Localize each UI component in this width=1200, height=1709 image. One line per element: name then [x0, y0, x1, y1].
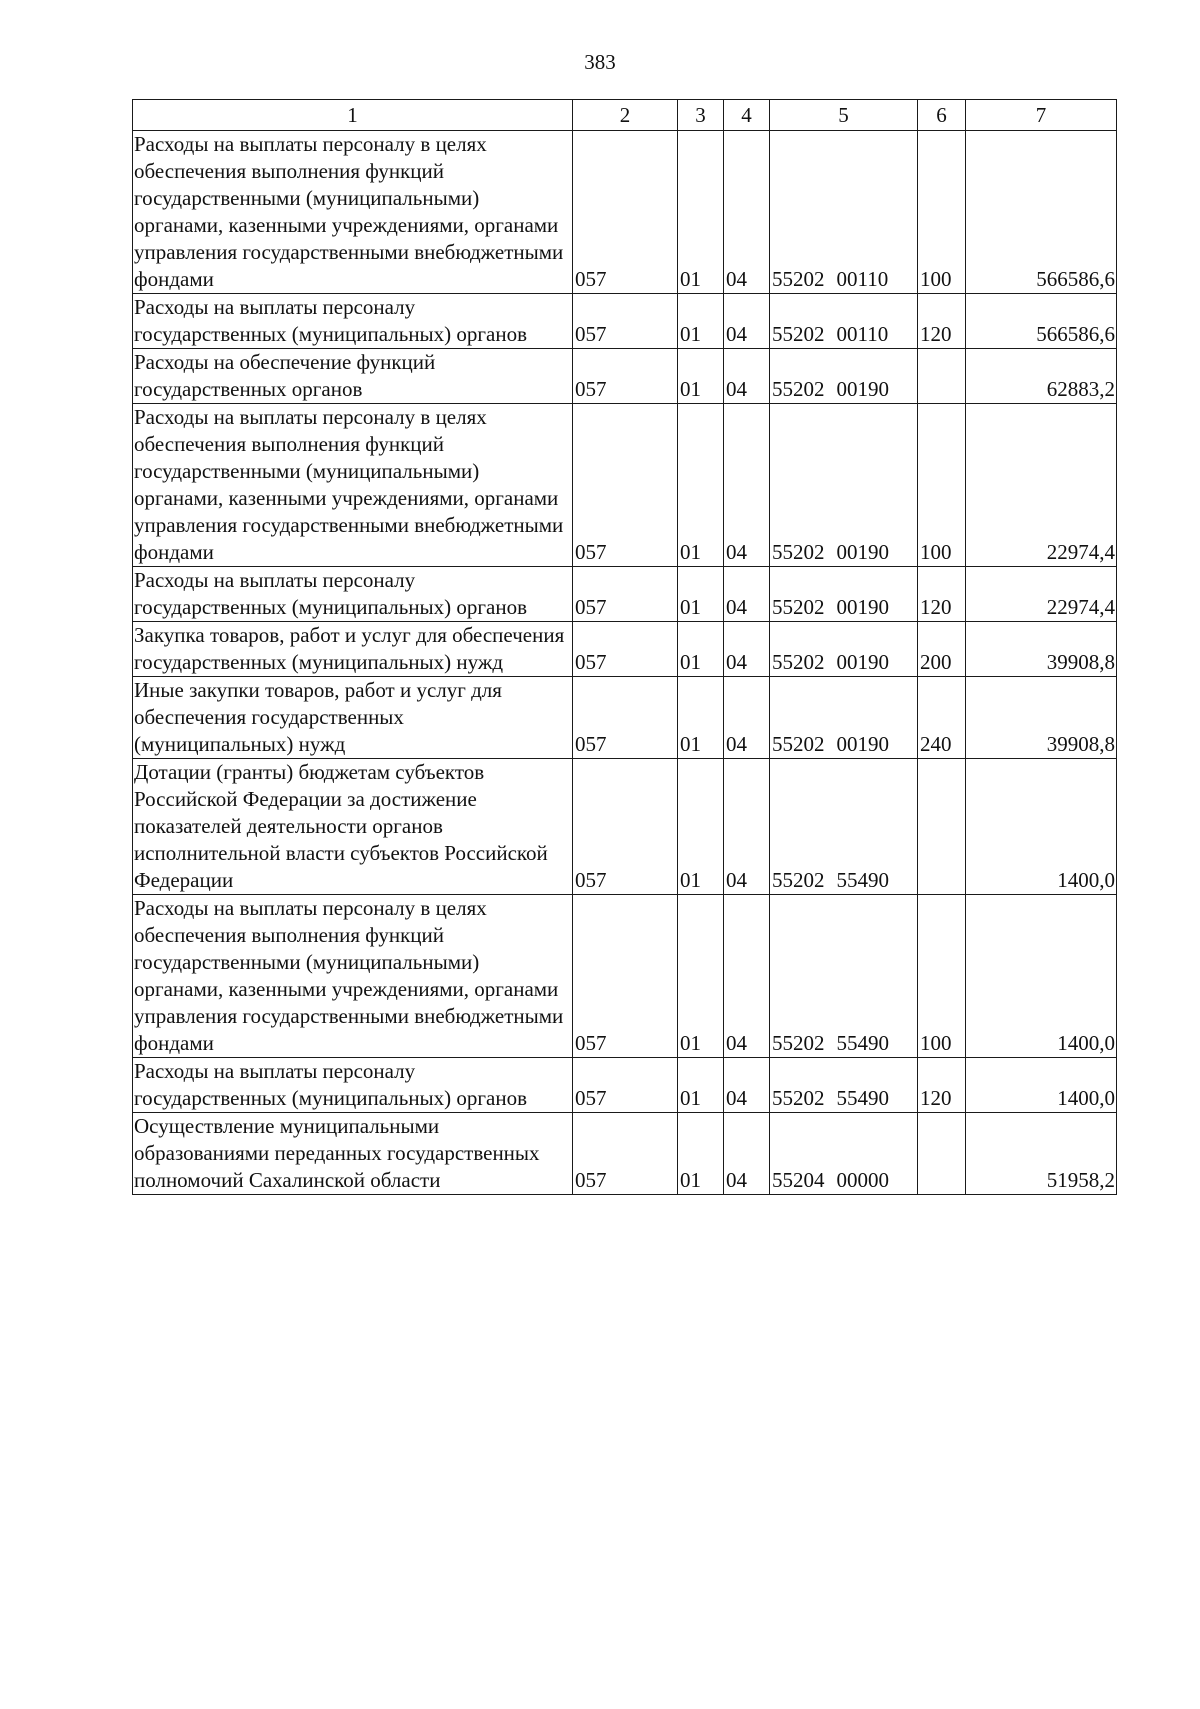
- expense-name-cell: Расходы на выплаты персоналу государственных (муниципальных) органов: [133, 294, 573, 349]
- expense-type-code-cell: 120: [918, 1058, 966, 1113]
- expense-name-cell: Расходы на выплаты персоналу в целях обеспечения выполнения функций государственными (муниципальными) органами, казенными учреждениями, органами управления государственными внебюджетными фондами: [133, 131, 573, 294]
- target-article-program-code: 55202: [772, 322, 825, 346]
- amount-cell: 62883,2: [966, 349, 1117, 404]
- grbs-code-cell: 057: [573, 131, 678, 294]
- target-article-cell: [770, 1058, 918, 1113]
- grbs-code-cell: 057: [573, 622, 678, 677]
- expense-name-cell: Закупка товаров, работ и услуг для обеспечения государственных (муниципальных) нужд: [133, 622, 573, 677]
- expense-name-cell: Дотации (гранты) бюджетам субъектов Российской Федерации за достижение показателей деятельности органов исполнительной власти субъектов Российской Федерации: [133, 759, 573, 895]
- grbs-code-cell: 057: [573, 895, 678, 1058]
- target-article-program-code: 55202: [772, 595, 825, 619]
- grbs-code-cell: 057: [573, 404, 678, 567]
- target-article-direction-code: 00190: [836, 595, 889, 619]
- subsection-code-cell: 04: [724, 131, 770, 294]
- expense-type-code-cell: [918, 759, 966, 895]
- amount-cell: 1400,0: [966, 759, 1117, 895]
- expense-type-code-cell: 120: [918, 294, 966, 349]
- target-article-program-code: 55202: [772, 267, 825, 291]
- target-article-direction-code: 00190: [836, 732, 889, 756]
- amount-cell: 39908,8: [966, 677, 1117, 759]
- expense-type-code-cell: [918, 1113, 966, 1195]
- table-row: [133, 349, 1117, 404]
- amount-cell: 39908,8: [966, 622, 1117, 677]
- expense-type-code-cell: 100: [918, 404, 966, 567]
- target-article-direction-code: 00110: [836, 267, 889, 291]
- section-code-cell: 01: [678, 677, 724, 759]
- expense-type-code-cell: 100: [918, 131, 966, 294]
- target-article-cell: [770, 131, 918, 294]
- target-article-program-code: 55202: [772, 732, 825, 756]
- subsection-code-cell: 04: [724, 1058, 770, 1113]
- table-row: [133, 294, 1117, 349]
- table-row: [133, 895, 1117, 1058]
- grbs-code-cell: 057: [573, 294, 678, 349]
- subsection-code-cell: 04: [724, 404, 770, 567]
- target-article-direction-code: 00110: [836, 322, 889, 346]
- section-code-cell: 01: [678, 759, 724, 895]
- target-article-cell: [770, 677, 918, 759]
- column-header: 6: [918, 100, 966, 131]
- grbs-code-cell: 057: [573, 1058, 678, 1113]
- target-article-cell: [770, 895, 918, 1058]
- target-article-direction-code: 55490: [836, 1086, 889, 1110]
- section-code-cell: 01: [678, 131, 724, 294]
- expense-name-cell: Расходы на выплаты персоналу государственных (муниципальных) органов: [133, 567, 573, 622]
- expense-name-cell: Осуществление муниципальными образованиями переданных государственных полномочий Сахалинской области: [133, 1113, 573, 1195]
- target-article-program-code: 55202: [772, 868, 825, 892]
- subsection-code-cell: 04: [724, 677, 770, 759]
- section-code-cell: 01: [678, 567, 724, 622]
- target-article-cell: [770, 349, 918, 404]
- target-article-cell: [770, 622, 918, 677]
- subsection-code-cell: 04: [724, 567, 770, 622]
- subsection-code-cell: 04: [724, 622, 770, 677]
- target-article-cell: [770, 404, 918, 567]
- table-row: [133, 1113, 1117, 1195]
- subsection-code-cell: 04: [724, 759, 770, 895]
- expense-type-code-cell: 200: [918, 622, 966, 677]
- table-header-row: [133, 100, 1117, 131]
- table-row: [133, 622, 1117, 677]
- target-article-direction-code: 00190: [836, 540, 889, 564]
- target-article-program-code: 55202: [772, 377, 825, 401]
- amount-cell: 566586,6: [966, 294, 1117, 349]
- target-article-program-code: 55202: [772, 650, 825, 674]
- target-article-program-code: 55204: [772, 1168, 825, 1192]
- section-code-cell: 01: [678, 622, 724, 677]
- amount-cell: 1400,0: [966, 895, 1117, 1058]
- target-article-cell: [770, 759, 918, 895]
- expense-type-code-cell: 240: [918, 677, 966, 759]
- expense-type-code-cell: 100: [918, 895, 966, 1058]
- section-code-cell: 01: [678, 1058, 724, 1113]
- table-row: [133, 1058, 1117, 1113]
- table-row: [133, 677, 1117, 759]
- section-code-cell: 01: [678, 404, 724, 567]
- amount-cell: 51958,2: [966, 1113, 1117, 1195]
- expense-name-cell: Расходы на обеспечение функций государственных органов: [133, 349, 573, 404]
- subsection-code-cell: 04: [724, 294, 770, 349]
- target-article-direction-code: 00190: [836, 377, 889, 401]
- table-row: [133, 567, 1117, 622]
- amount-cell: 1400,0: [966, 1058, 1117, 1113]
- column-header: 3: [678, 100, 724, 131]
- column-header: 7: [966, 100, 1117, 131]
- target-article-direction-code: 00190: [836, 650, 889, 674]
- amount-cell: 22974,4: [966, 404, 1117, 567]
- column-header: 1: [133, 100, 573, 131]
- subsection-code-cell: 04: [724, 895, 770, 1058]
- column-header: 5: [770, 100, 918, 131]
- grbs-code-cell: 057: [573, 759, 678, 895]
- amount-cell: 22974,4: [966, 567, 1117, 622]
- expense-type-code-cell: [918, 349, 966, 404]
- grbs-code-cell: 057: [573, 1113, 678, 1195]
- target-article-direction-code: 00000: [836, 1168, 889, 1192]
- grbs-code-cell: 057: [573, 677, 678, 759]
- expense-name-cell: Расходы на выплаты персоналу государственных (муниципальных) органов: [133, 1058, 573, 1113]
- table-row: [133, 759, 1117, 895]
- column-header: 2: [573, 100, 678, 131]
- grbs-code-cell: 057: [573, 567, 678, 622]
- target-article-direction-code: 55490: [836, 868, 889, 892]
- table-row: [133, 131, 1117, 294]
- section-code-cell: 01: [678, 895, 724, 1058]
- target-article-cell: [770, 567, 918, 622]
- target-article-program-code: 55202: [772, 1031, 825, 1055]
- subsection-code-cell: 04: [724, 1113, 770, 1195]
- expense-name-cell: Иные закупки товаров, работ и услуг для обеспечения государственных (муниципальных) нужд: [133, 677, 573, 759]
- grbs-code-cell: 057: [573, 349, 678, 404]
- target-article-cell: [770, 1113, 918, 1195]
- amount-cell: 566586,6: [966, 131, 1117, 294]
- section-code-cell: 01: [678, 349, 724, 404]
- expense-type-code-cell: 120: [918, 567, 966, 622]
- target-article-program-code: 55202: [772, 540, 825, 564]
- expense-name-cell: Расходы на выплаты персоналу в целях обеспечения выполнения функций государственными (муниципальными) органами, казенными учреждениями, органами управления государственными внебюджетными фондами: [133, 404, 573, 567]
- table-row: [133, 404, 1117, 567]
- table-body: [133, 131, 1117, 1195]
- target-article-program-code: 55202: [772, 1086, 825, 1110]
- target-article-direction-code: 55490: [836, 1031, 889, 1055]
- page-number: 383: [584, 50, 616, 74]
- column-header: 4: [724, 100, 770, 131]
- expense-name-cell: Расходы на выплаты персоналу в целях обеспечения выполнения функций государственными (муниципальными) органами, казенными учреждениями, органами управления государственными внебюджетными фондами: [133, 895, 573, 1058]
- section-code-cell: 01: [678, 294, 724, 349]
- target-article-cell: [770, 294, 918, 349]
- subsection-code-cell: 04: [724, 349, 770, 404]
- section-code-cell: 01: [678, 1113, 724, 1195]
- budget-table: [132, 99, 1117, 1195]
